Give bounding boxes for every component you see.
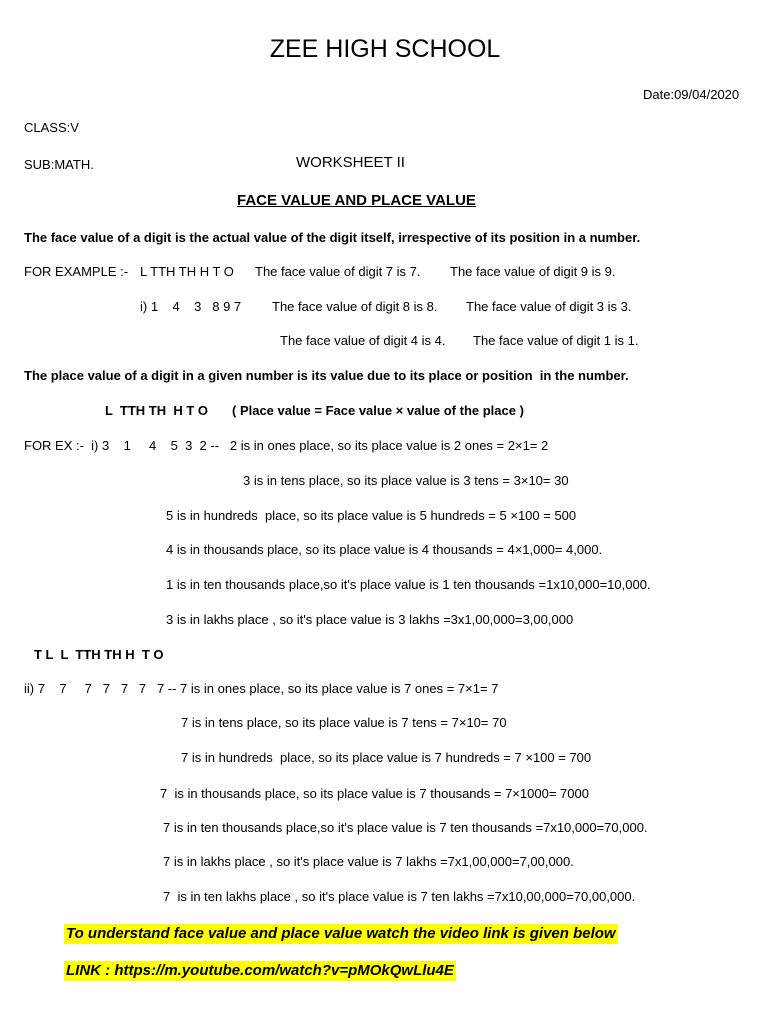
example-label: FOR EXAMPLE :-: [24, 264, 129, 279]
school-name: ZEE HIGH SCHOOL: [269, 35, 501, 63]
class-label: CLASS:V: [24, 120, 79, 135]
example-line: 5 is in hundreds place, so its place value is 5 hundreds = 5 ×100 = 500: [166, 508, 577, 523]
face-value-definition: The face value of a digit is the actual value of the digit itself, irrespective of its position in a number.: [24, 230, 641, 245]
face-fact: The face value of digit 9 is 9.: [450, 264, 616, 279]
topic-heading: FACE VALUE AND PLACE VALUE: [237, 192, 476, 209]
face-fact: The face value of digit 3 is 3.: [466, 299, 632, 314]
date: Date:09/04/2020: [643, 87, 740, 102]
example-line: 7 is in thousands place, so its place value is 7 thousands = 7×1000= 7000: [160, 786, 589, 801]
face-fact: The face value of digit 8 is 8.: [272, 299, 438, 314]
example-line: 7 is in tens place, so its place value is 7 tens = 7×10= 70: [181, 715, 507, 730]
example-line: 4 is in thousands place, so its place value is 4 thousands = 4×1,000= 4,000.: [166, 542, 603, 557]
place-value-formula: ( Place value = Face value × value of the place ): [232, 403, 524, 418]
example-line: ii) 7 7 7 7 7 7 7 -- 7 is in ones place, so its place value is 7 ones = 7×1= 7: [24, 681, 499, 696]
example-line: FOR EX :- i) 3 1 4 5 3 2 -- 2 is in ones place, so its place value is 2 ones = 2×1= 2: [24, 438, 549, 453]
video-note: To understand face value and place value watch the video link is given below: [66, 925, 616, 942]
place-headers: L TTH TH H T O: [105, 403, 209, 418]
example-line: 7 is in ten lakhs place , so it's place value is 7 ten lakhs =7x10,00,000=70,00,000.: [163, 889, 636, 904]
example-line: 1 is in ten thousands place,so it's place value is 1 ten thousands =1x10,000=10,000.: [166, 577, 651, 592]
place-headers: L TTH TH H T O: [140, 264, 234, 279]
face-fact: The face value of digit 4 is 4.: [280, 333, 446, 348]
face-fact: The face value of digit 7 is 7.: [255, 264, 421, 279]
example-line: 7 is in ten thousands place,so it's place value is 7 ten thousands =7x10,000=70,000.: [163, 820, 648, 835]
example-number: i) 1 4 3 8 9 7: [140, 299, 242, 314]
place-headers: T L L TTH TH H T O: [34, 647, 164, 662]
example-line: 3 is in lakhs place , so it's place value is 3 lakhs =3x1,00,000=3,00,000: [166, 612, 574, 627]
example-line: 3 is in tens place, so its place value is 3 tens = 3×10= 30: [243, 473, 569, 488]
face-fact: The face value of digit 1 is 1.: [473, 333, 639, 348]
worksheet-title: WORKSHEET II: [296, 154, 405, 171]
place-value-definition: The place value of a digit in a given number is its value due to its place or position in the number.: [24, 368, 629, 383]
video-link[interactable]: LINK : https://m.youtube.com/watch?v=pMOkQwLlu4E: [66, 962, 454, 979]
example-line: 7 is in lakhs place , so it's place value is 7 lakhs =7x1,00,000=7,00,000.: [163, 854, 574, 869]
subject-label: SUB:MATH.: [24, 157, 94, 172]
example-line: 7 is in hundreds place, so its place value is 7 hundreds = 7 ×100 = 700: [181, 750, 592, 765]
